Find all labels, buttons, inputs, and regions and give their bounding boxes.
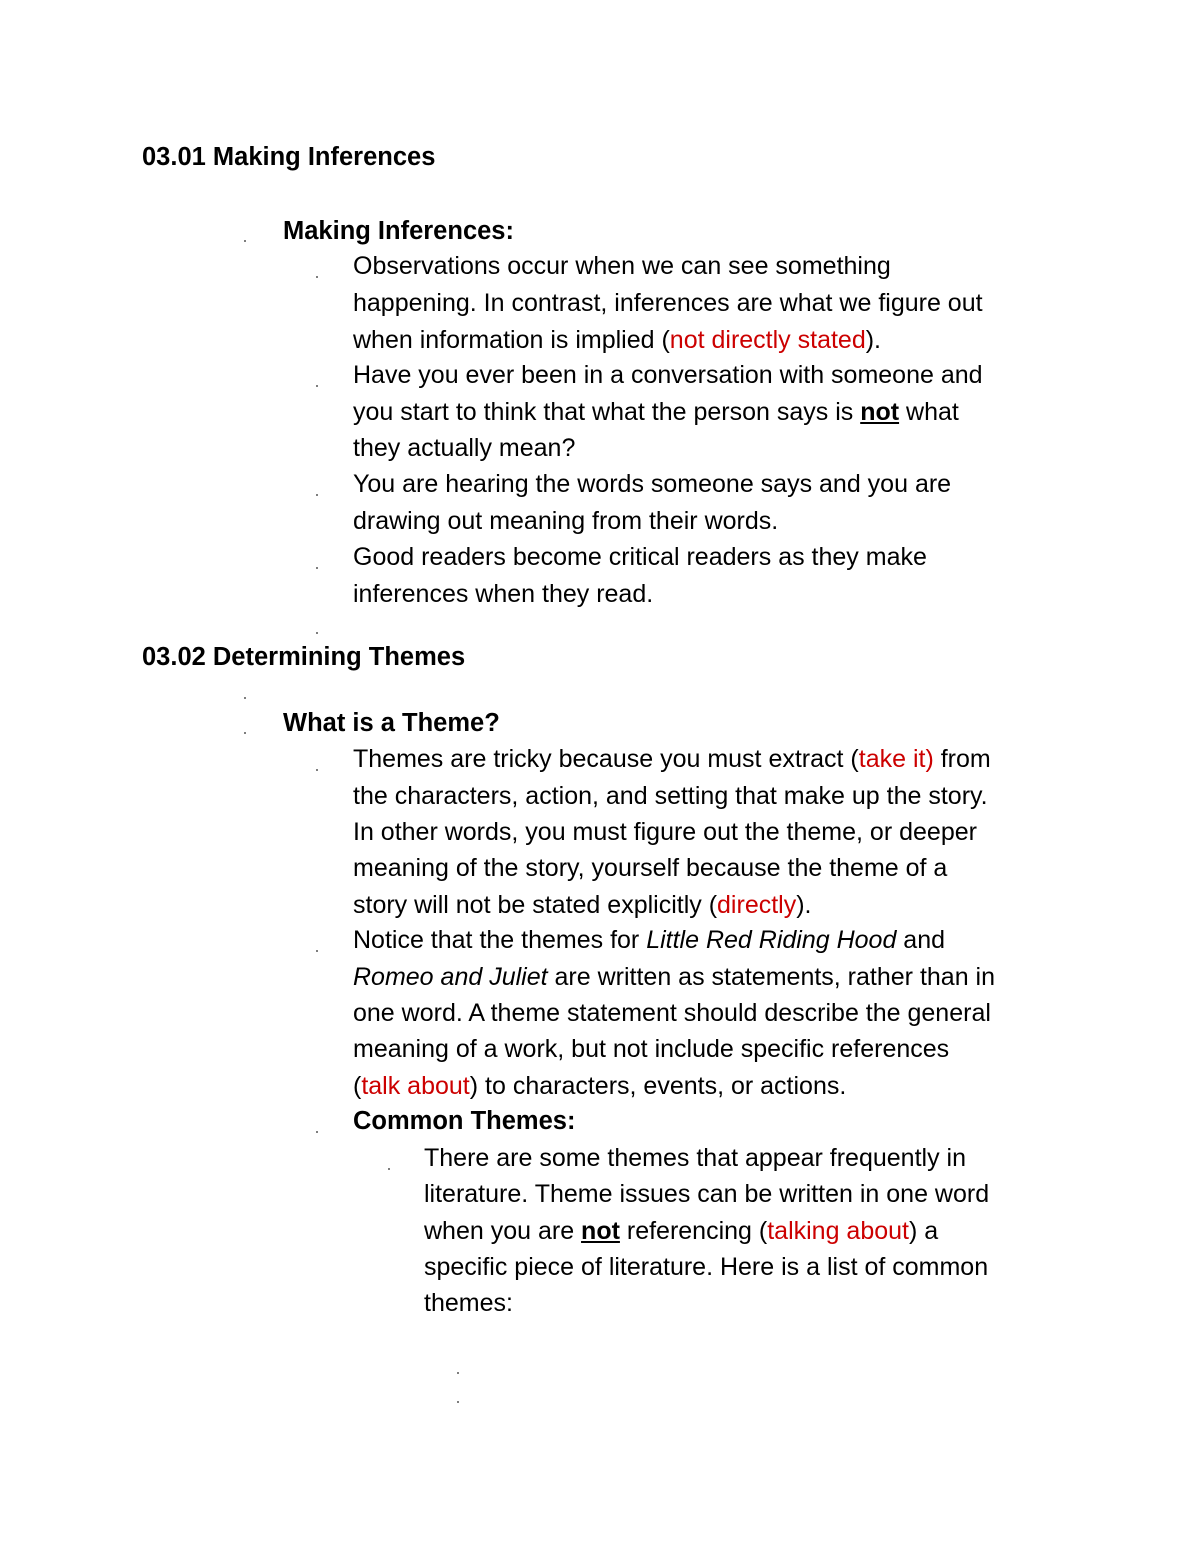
- subheading-what-is-a-theme: What is a Theme?: [283, 709, 500, 737]
- bullet-marker: [244, 697, 246, 699]
- book-title: Little Red Riding Hood: [646, 926, 897, 954]
- paragraph-line: when you are not referencing (talking about) a: [424, 1217, 939, 1245]
- paragraph-line: There are some themes that appear frequently in: [424, 1144, 966, 1172]
- bullet-marker: [316, 494, 318, 496]
- book-title: Romeo and Juliet: [353, 963, 548, 991]
- paragraph-line: (talk about) to characters, events, or actions.: [353, 1072, 847, 1100]
- bullet-marker: [316, 632, 318, 634]
- paragraph-line: meaning of the story, yourself because the theme of a: [353, 854, 948, 882]
- paragraph-line: Notice that the themes for Little Red Riding Hood and: [353, 926, 946, 954]
- paragraph-line: when information is implied (not directly stated).: [353, 326, 882, 354]
- bullet-marker: [316, 1131, 318, 1133]
- section-title-determining-themes: 03.02 Determining Themes: [142, 643, 466, 671]
- paragraph-line: the characters, action, and setting that make up the story.: [353, 782, 988, 810]
- paragraph-line: they actually mean?: [353, 434, 576, 462]
- bullet-marker: [457, 1372, 459, 1374]
- paragraph-line: Good readers become critical readers as they make: [353, 543, 927, 571]
- paragraph-line: you start to think that what the person says is not what: [353, 398, 959, 426]
- paragraph-line: themes:: [424, 1289, 513, 1317]
- paragraph-line: Observations occur when we can see something: [353, 252, 891, 280]
- paragraph-line: story will not be stated explicitly (directly).: [353, 891, 812, 919]
- paragraph-line: Themes are tricky because you must extract (take it) from: [353, 745, 991, 773]
- bullet-marker: [316, 276, 318, 278]
- bullet-marker: [316, 950, 318, 952]
- bullet-marker: [316, 567, 318, 569]
- paragraph-line: specific piece of literature. Here is a list of common: [424, 1253, 989, 1281]
- paragraph-line: one word. A theme statement should describe the general: [353, 999, 991, 1027]
- paragraph-line: drawing out meaning from their words.: [353, 507, 779, 535]
- paragraph-line: In other words, you must figure out the theme, or deeper: [353, 818, 977, 846]
- bullet-marker: [244, 240, 246, 242]
- definition-text: talk about: [361, 1072, 470, 1100]
- bullet-marker: [244, 732, 246, 734]
- paragraph-line: inferences when they read.: [353, 580, 654, 608]
- bullet-marker: [316, 769, 318, 771]
- definition-text: take it): [858, 745, 934, 773]
- emphasis-text: not: [860, 398, 900, 426]
- definition-text: talking about: [767, 1217, 909, 1245]
- definition-text: directly: [717, 891, 797, 919]
- emphasis-text: not: [581, 1217, 620, 1245]
- paragraph-line: meaning of a work, but not include specific references: [353, 1035, 950, 1063]
- paragraph-line: happening. In contrast, inferences are what we figure out: [353, 289, 983, 317]
- paragraph-line: You are hearing the words someone says and you are: [353, 470, 952, 498]
- subheading-common-themes: Common Themes:: [353, 1107, 576, 1135]
- section-title-making-inferences: 03.01 Making Inferences: [142, 143, 436, 171]
- bullet-marker: [457, 1401, 459, 1403]
- bullet-marker: [388, 1168, 390, 1170]
- definition-text: not directly stated: [669, 326, 866, 354]
- bullet-marker: [316, 385, 318, 387]
- subheading-making-inferences: Making Inferences:: [283, 217, 514, 245]
- paragraph-line: Romeo and Juliet are written as statements, rather than in: [353, 963, 995, 991]
- paragraph-line: Have you ever been in a conversation with someone and: [353, 361, 983, 389]
- paragraph-line: literature. Theme issues can be written in one word: [424, 1180, 990, 1208]
